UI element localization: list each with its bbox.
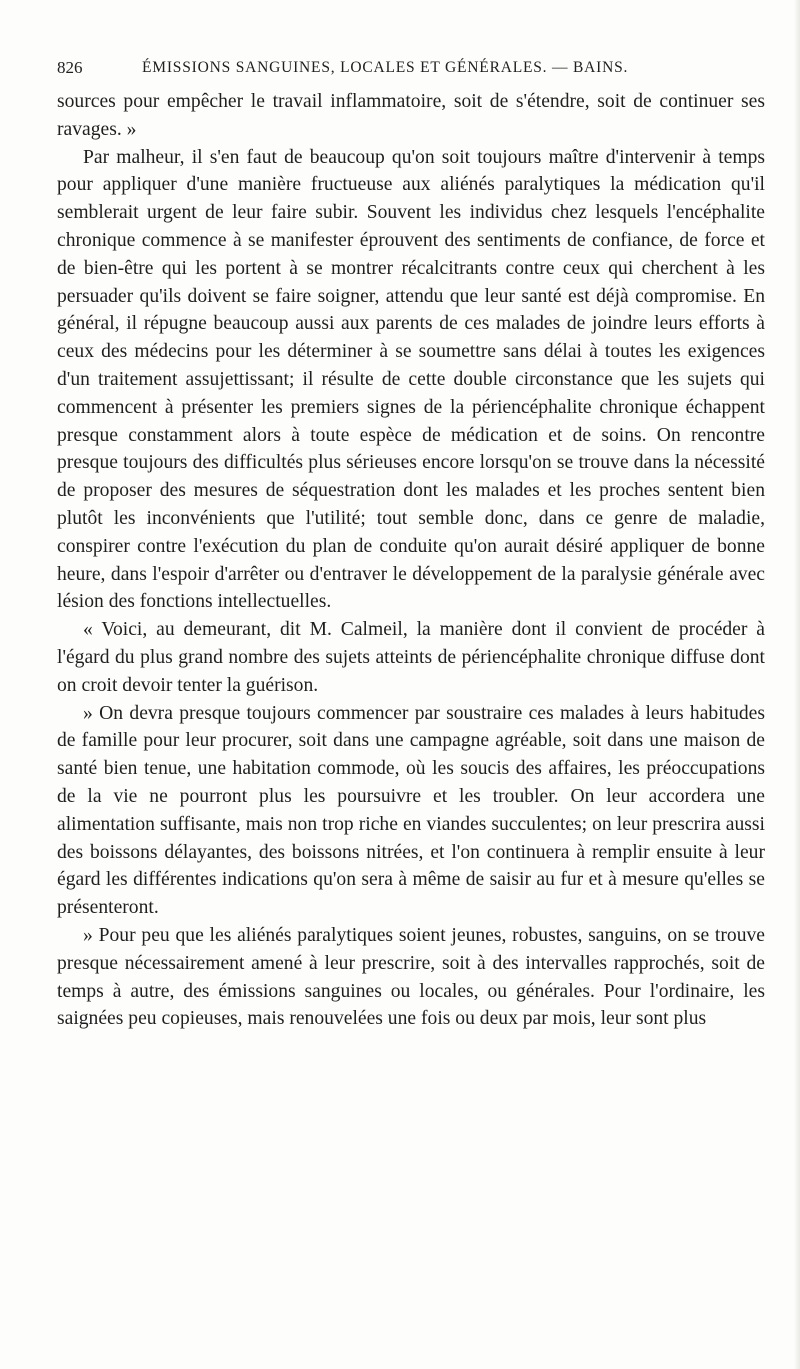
paragraph: » Pour peu que les aliénés paralytiques soient jeunes, robustes, sanguins, on se trouve presque nécessairement amené à leur prescrire, soit à des intervalles rapprochés, soit de temps à autre, des émissions sanguines ou locales, ou générales. Pour l'ordinaire, les saignées peu copieuses, mais renouvelées une fois ou deux par mois, leur sont plus [57, 924, 765, 1030]
running-head [57, 58, 737, 82]
running-title: ÉMISSIONS SANGUINES, LOCALES ET GÉNÉRALES. — BAINS. [142, 59, 629, 76]
page-edge-shadow [794, 0, 800, 1369]
paragraph-continuation: sources pour empêcher le travail inflammatoire, soit de s'étendre, soit de continuer ses ravages. » [57, 91, 765, 140]
paragraph: Par malheur, il s'en faut de beaucoup qu'on soit toujours maître d'intervenir à temps pour appliquer d'une manière fructueuse aux aliénés paralytiques la médication qu'il semblerait urgent de leur faire subir. Souvent les individus chez lesquels l'encéphalite chronique commence à se manifester éprouvent des sentiments de confiance, de force et de bien-être qui les portent à se montrer récalcitrants contre ceux qui cherchent à les persuader qu'ils doivent se faire soigner, attendu que leur santé est déjà compromise. En général, il répugne beaucoup aussi aux parents de ces malades de joindre leurs efforts à ceux des médecins pour les déterminer à se soumettre sans délai à toutes les exigences d'un traitement assujettissant; il résulte de cette double circonstance que les sujets qui commencent à présenter les premiers signes de la périencéphalite chronique échappent presque constamment alors à toute espèce de médication et de soins. On rencontre presque toujours des difficultés plus sérieuses encore lorsqu'on se trouve dans la nécessité de proposer des mesures de séquestration dont les malades et les proches sentent bien plutôt les inconvénients que l'utilité; tout semble donc, dans ce genre de maladie, conspirer contre l'exécution du plan de conduite qu'on aurait désiré appliquer de bonne heure, dans l'espoir d'arrêter ou d'entraver le développement de la paralysie générale avec lésion des fonctions intellectuelles. [57, 146, 765, 613]
paragraph: » On devra presque toujours commencer par soustraire ces malades à leurs habitudes de famille pour leur procurer, soit dans une campagne agréable, soit dans une maison de santé bien tenue, une habitation commode, où les soucis des affaires, les préoccupations de la vie ne pourront plus les poursuivre et les troubler. On leur accordera une alimentation suffisante, mais non trop riche en viandes succulentes; on leur prescrira aussi des boissons délayantes, des boissons nitrées, et l'on continuera à remplir ensuite à leur égard les différentes indications qu'on sera à même de saisir au fur et à mesure qu'elles se présenteront. [57, 702, 765, 919]
body-text [57, 88, 765, 1033]
page-number: 826 [57, 58, 83, 77]
paragraph: « Voici, au demeurant, dit M. Calmeil, la manière dont il convient de procéder à l'égard du plus grand nombre des sujets atteints de périencéphalite chronique diffuse dont on croit devoir tenter la guérison. [57, 619, 765, 696]
